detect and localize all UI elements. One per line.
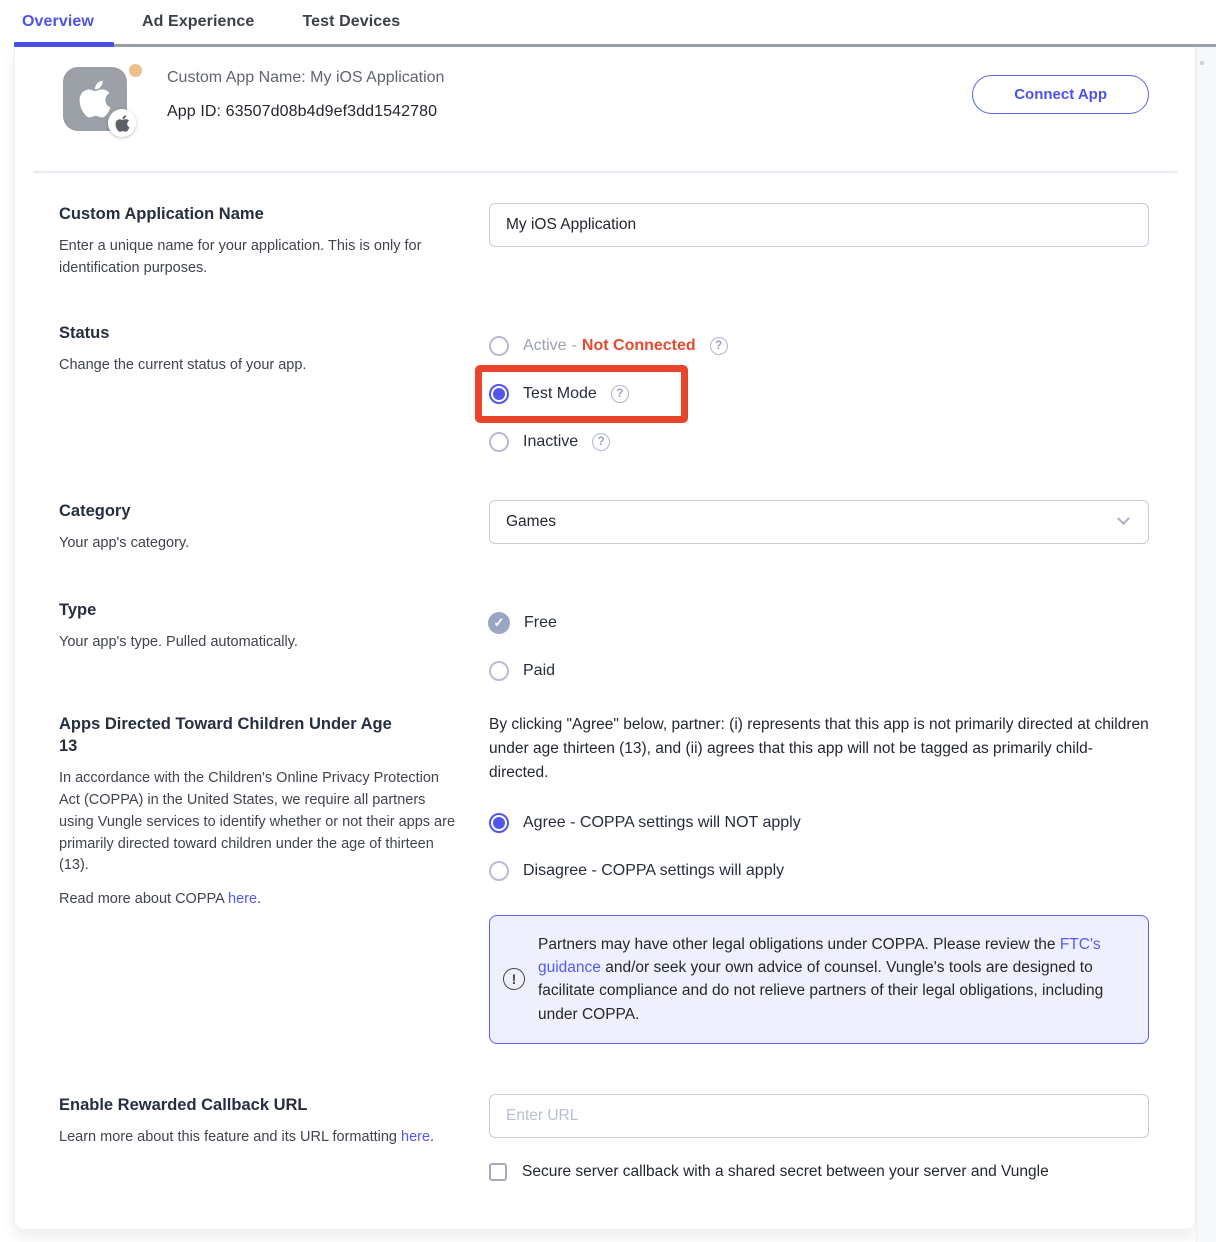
category-select[interactable] xyxy=(489,500,1149,544)
status-dot xyxy=(129,64,142,77)
apple-platform-badge-icon xyxy=(108,109,136,137)
callback-here-link[interactable]: here xyxy=(401,1129,431,1146)
category-description: Your app's category. xyxy=(59,535,190,552)
callback-description xyxy=(59,1127,461,1149)
type-description: Your app's type. Pulled automatically. xyxy=(59,634,298,651)
type-section xyxy=(15,599,1195,695)
status-test-mode-label: Test Mode xyxy=(523,384,597,402)
category-selected-value: Games xyxy=(506,512,556,530)
radio-icon xyxy=(489,432,509,452)
notice-text-2: and/or seek your own advice of counsel. Vungle's tools are designed to facilitate compliance and do not relieve partners of their legal obligations, including under COPPA. xyxy=(538,959,1104,1023)
tab-ad-experience[interactable]: Ad Experience xyxy=(141,13,255,30)
callback-desc-text: Learn more about this feature and its URL formatting xyxy=(59,1129,402,1146)
radio-selected-icon xyxy=(489,813,509,833)
type-radio-paid[interactable] xyxy=(489,647,1149,695)
coppa-agreement-text: By clicking "Agree" below, partner: (i) represents that this app is not primarily directed at children under age thirteen (13), and (ii) agrees that this app will not be tagged as primarily child-directed. xyxy=(489,715,1149,781)
status-title: Status xyxy=(59,323,110,342)
custom-name-section xyxy=(15,203,1195,280)
callback-desc-period: . xyxy=(430,1129,435,1146)
coppa-section xyxy=(15,713,1195,1044)
radio-icon xyxy=(489,861,509,881)
info-icon: ! xyxy=(503,968,525,990)
status-radio-test-mode[interactable] xyxy=(489,370,629,418)
custom-name-input[interactable] xyxy=(489,203,1149,247)
coppa-read-more xyxy=(59,891,461,907)
status-radio-inactive[interactable] xyxy=(489,418,1149,466)
coppa-disagree-label: Disagree - COPPA settings will apply xyxy=(523,861,785,879)
coppa-agree-label: Agree - COPPA settings will NOT apply xyxy=(523,813,801,831)
app-header xyxy=(15,47,1195,171)
status-section xyxy=(15,322,1195,466)
tab-bar xyxy=(0,0,1216,47)
coppa-notice-text xyxy=(538,933,1126,1026)
help-icon[interactable]: ? xyxy=(592,433,610,451)
ftc-guidance-link[interactable]: FTC's guidance xyxy=(538,935,1101,977)
coppa-radio-disagree[interactable] xyxy=(489,847,1149,895)
tab-test-devices[interactable]: Test Devices xyxy=(302,13,401,30)
check-circle-icon: ✓ xyxy=(488,612,510,634)
status-radio-active[interactable] xyxy=(489,322,1149,370)
callback-section xyxy=(15,1094,1195,1184)
radio-icon xyxy=(489,661,509,681)
type-title: Type xyxy=(59,600,97,619)
help-icon[interactable]: ? xyxy=(710,337,728,355)
tab-overview[interactable]: Overview xyxy=(22,13,94,30)
custom-name-title: Custom Application Name xyxy=(59,205,264,223)
type-free-label: Free xyxy=(524,613,557,631)
custom-app-name-line: Custom App Name: My iOS Application xyxy=(167,69,445,86)
settings-form xyxy=(15,173,1195,1184)
status-description: Change the current status of your app. xyxy=(59,357,307,374)
app-id-line: App ID: 63507d08b4d9ef3dd1542780 xyxy=(167,103,438,120)
notice-text-1: Partners may have other legal obligations under COPPA. Please review the xyxy=(538,935,1060,953)
callback-title: Enable Rewarded Callback URL xyxy=(59,1095,308,1114)
callback-url-input[interactable] xyxy=(489,1094,1149,1138)
read-more-period: . xyxy=(257,891,262,908)
connect-app-button[interactable]: Connect App xyxy=(972,75,1149,114)
radio-selected-icon xyxy=(489,384,509,404)
scrollbar-thumb[interactable] xyxy=(1200,61,1204,65)
category-title: Category xyxy=(59,501,131,520)
secure-callback-checkbox-row[interactable] xyxy=(489,1160,1149,1184)
not-connected-alert: Not Connected xyxy=(581,336,696,354)
chevron-down-icon xyxy=(1117,513,1130,526)
type-paid-label: Paid xyxy=(523,661,556,679)
status-inactive-label: Inactive xyxy=(523,432,579,450)
status-active-label: Active xyxy=(523,336,567,354)
category-section xyxy=(15,500,1195,555)
app-settings-card xyxy=(14,47,1196,1230)
read-more-text: Read more about COPPA xyxy=(59,891,228,908)
coppa-notice-banner xyxy=(489,915,1149,1044)
app-icon-wrap xyxy=(63,67,127,131)
coppa-here-link[interactable]: here xyxy=(228,891,258,908)
coppa-radio-agree[interactable] xyxy=(489,799,1149,847)
help-icon[interactable]: ? xyxy=(611,385,629,403)
status-separator: - xyxy=(571,336,577,354)
scrollbar-track[interactable] xyxy=(1196,47,1216,1242)
coppa-body: In accordance with the Children's Online Privacy Protection Act (COPPA) in the United States, we require all partners using Vungle services to identify whether or not their apps are primarily directed toward children under the age of thirteen (13). xyxy=(59,770,456,874)
secure-callback-label: Secure server callback with a shared secret between your server and Vungle xyxy=(522,1162,1049,1180)
radio-icon xyxy=(489,336,509,356)
type-radio-free[interactable] xyxy=(489,599,1149,647)
coppa-title: Apps Directed Toward Children Under Age 13 xyxy=(59,714,392,756)
custom-name-description: Enter a unique name for your application. This is only for identification purposes. xyxy=(59,238,422,277)
checkbox-icon xyxy=(489,1163,507,1181)
